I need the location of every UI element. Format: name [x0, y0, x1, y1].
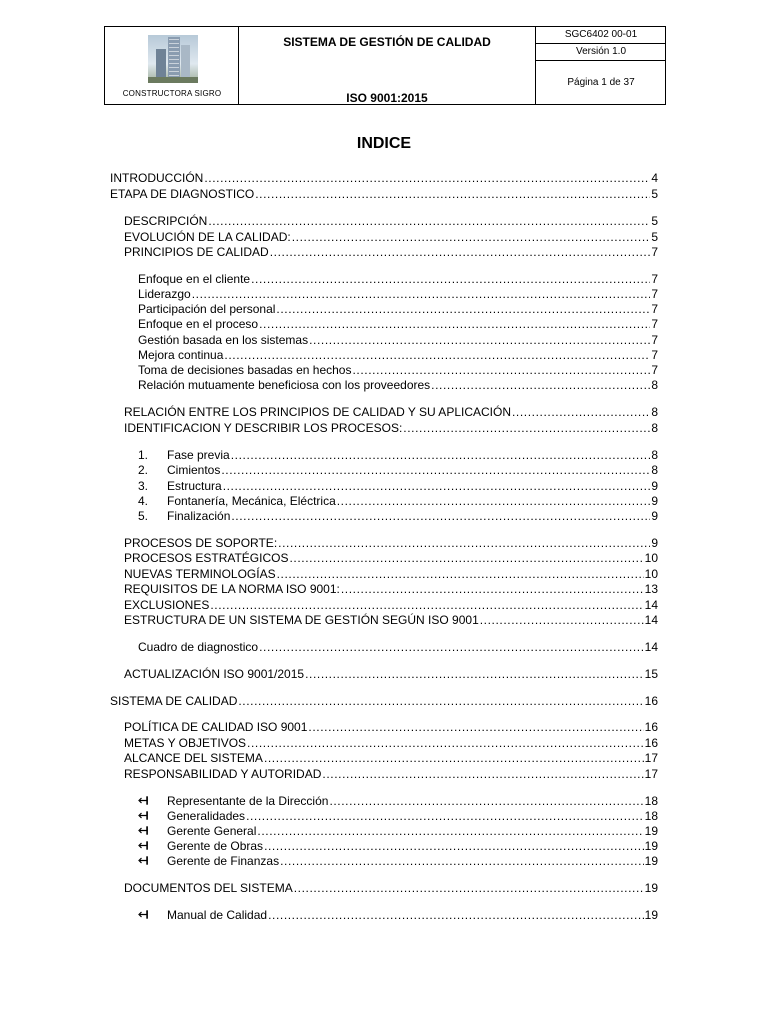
toc-entry-label: POLÍTICA DE CALIDAD ISO 9001: [124, 720, 308, 734]
toc-entry[interactable]: [138, 272, 658, 287]
toc-entry-label: RELACIÓN ENTRE LOS PRINCIPIOS DE CALIDAD Y SU APLICACIÓN: [124, 405, 511, 419]
toc-entry-page: 14: [644, 640, 658, 654]
toc-entry-page: 7: [651, 245, 658, 259]
toc-entry[interactable]: [138, 824, 658, 839]
toc-entry-number: 5.: [138, 509, 149, 523]
toc-entry-label: Enfoque en el proceso: [138, 317, 259, 331]
toc-entry-label: PROCESOS DE SOPORTE:: [124, 536, 278, 550]
index-title: INDICE: [356, 135, 412, 152]
toc-entry-page: 7: [651, 363, 658, 377]
toc-entry[interactable]: [124, 613, 658, 628]
toc-entry[interactable]: [124, 245, 658, 260]
toc-entry-label: INTRODUCCIÓN: [110, 171, 204, 185]
toc-entry-label: Participación del personal: [138, 302, 276, 316]
document-title: SISTEMA DE GESTIÓN DE CALIDAD: [283, 35, 491, 49]
toc-entry-page: 17: [644, 751, 658, 765]
toc-dot-leader: [264, 751, 644, 766]
toc-dot-leader: [255, 187, 650, 202]
toc-entry[interactable]: [138, 479, 658, 494]
toc-entry-label: ALCANCE DEL SISTEMA: [124, 751, 263, 765]
toc-entry-number: 2.: [138, 463, 149, 477]
toc-entry[interactable]: [124, 598, 658, 613]
toc-entry-page: 19: [644, 839, 658, 853]
toc-entry[interactable]: [124, 767, 658, 782]
toc-entry-label: Mejora continua: [138, 348, 224, 362]
toc-entry-label: METAS Y OBJETIVOS: [124, 736, 247, 750]
document-code: SGC6402 00-01: [564, 29, 638, 40]
toc-entry[interactable]: [124, 230, 658, 245]
toc-entry[interactable]: [138, 363, 658, 378]
toc-entry-page: 7: [651, 272, 658, 286]
toc-entry-page: 9: [651, 479, 658, 493]
arrow-bullet-icon: [138, 855, 167, 870]
toc-entry-label: PRINCIPIOS DE CALIDAD: [124, 245, 269, 259]
arrow-bullet-icon: [138, 825, 167, 840]
toc-entry[interactable]: [138, 448, 658, 463]
toc-entry[interactable]: [138, 287, 658, 302]
toc-dot-leader: [480, 613, 644, 628]
toc-entry[interactable]: [138, 839, 658, 854]
toc-entry-page: 10: [644, 567, 658, 581]
toc-entry[interactable]: [110, 694, 658, 709]
toc-dot-leader: [329, 794, 643, 809]
toc-entry-page: 18: [644, 794, 658, 808]
toc-entry-label: Gestión basada en los sistemas: [138, 333, 309, 347]
toc-entry[interactable]: [138, 302, 658, 317]
toc-entry-page: 19: [644, 908, 658, 922]
toc-entry[interactable]: [124, 567, 658, 582]
toc-entry-label: Manual de Calidad: [167, 908, 268, 922]
toc-entry-label: NUEVAS TERMINOLOGÍAS: [124, 567, 276, 581]
toc-dot-leader: [257, 824, 643, 839]
toc-dot-leader: [305, 667, 644, 682]
toc-dot-leader: [231, 448, 651, 463]
toc-dot-leader: [192, 287, 651, 302]
toc-entry[interactable]: [124, 536, 658, 551]
toc-dot-leader: [270, 245, 651, 260]
toc-entry[interactable]: [110, 171, 658, 186]
toc-entry-label: DOCUMENTOS DEL SISTEMA: [124, 881, 293, 895]
toc-entry-page: 14: [644, 598, 658, 612]
toc-entry-page: 9: [651, 494, 658, 508]
toc-entry[interactable]: [124, 582, 658, 597]
toc-dot-leader: [246, 809, 644, 824]
toc-entry-label: RESPONSABILIDAD Y AUTORIDAD: [124, 767, 322, 781]
toc-entry-page: 19: [644, 881, 658, 895]
toc-entry-label: Gerente de Finanzas: [167, 854, 280, 868]
toc-dot-leader: [403, 421, 650, 436]
document-standard: ISO 9001:2015: [346, 91, 428, 105]
toc-entry-page: 15: [644, 667, 658, 681]
toc-entry-label: Generalidades: [167, 809, 246, 823]
toc-dot-leader: [280, 854, 644, 869]
toc-entry-page: 16: [644, 720, 658, 734]
toc-dot-leader: [238, 694, 643, 709]
toc-entry-number: 3.: [138, 479, 149, 493]
arrow-bullet-icon: [138, 909, 167, 924]
toc-entry-page: 14: [644, 613, 658, 627]
toc-entry-page: 7: [651, 317, 658, 331]
toc-dot-leader: [221, 463, 650, 478]
toc-entry-page: 7: [651, 287, 658, 301]
toc-entry[interactable]: [138, 809, 658, 824]
toc-dot-leader: [251, 272, 650, 287]
toc-entry[interactable]: [138, 509, 658, 524]
toc-dot-leader: [294, 881, 644, 896]
toc-entry-label: Representante de la Dirección: [167, 794, 329, 808]
toc-entry[interactable]: [138, 794, 658, 809]
arrow-bullet-icon: [138, 810, 167, 825]
toc-entry-label: DESCRIPCIÓN: [124, 214, 208, 228]
toc-entry-label: ESTRUCTURA DE UN SISTEMA DE GESTIÓN SEGÚN ISO 9001: [124, 613, 479, 627]
toc-entry-page: 9: [651, 509, 658, 523]
toc-entry[interactable]: [110, 187, 658, 202]
toc-entry[interactable]: [124, 751, 658, 766]
toc-entry-label: Cimientos: [167, 463, 221, 477]
toc-entry[interactable]: [124, 720, 658, 735]
toc-dot-leader: [431, 378, 650, 393]
toc-entry[interactable]: [138, 333, 658, 348]
toc-entry-label: Fontanería, Mecánica, Eléctrica: [167, 494, 336, 508]
toc-entry-label: ACTUALIZACIÓN ISO 9001/2015: [124, 667, 305, 681]
toc-dot-leader: [210, 598, 643, 613]
toc-entry[interactable]: [124, 551, 658, 566]
toc-entry-label: IDENTIFICACION Y DESCRIBIR LOS PROCESOS:: [124, 421, 403, 435]
toc-dot-leader: [289, 551, 643, 566]
toc-entry-page: 7: [651, 348, 658, 362]
arrow-bullet-icon: [138, 795, 167, 810]
toc-entry-page: 8: [651, 378, 658, 392]
toc-dot-leader: [292, 230, 651, 245]
toc-entry-page: 8: [651, 405, 658, 419]
toc-entry-page: 19: [644, 824, 658, 838]
toc-entry-page: 8: [651, 421, 658, 435]
toc-dot-leader: [337, 494, 651, 509]
toc-entry-page: 16: [644, 694, 658, 708]
toc-entry[interactable]: [138, 463, 658, 478]
toc-entry-page: 5: [651, 230, 658, 244]
toc-dot-leader: [259, 640, 644, 655]
toc-entry-label: Enfoque en el cliente: [138, 272, 251, 286]
toc-dot-leader: [308, 720, 643, 735]
toc-dot-leader: [341, 582, 644, 597]
arrow-bullet-icon: [138, 840, 167, 855]
toc-entry-page: 16: [644, 736, 658, 750]
toc-entry-page: 7: [651, 302, 658, 316]
toc-dot-leader: [224, 348, 650, 363]
toc-entry-label: EXCLUSIONES: [124, 598, 210, 612]
toc-entry[interactable]: [124, 881, 658, 896]
document-version: Versión 1.0: [575, 46, 627, 57]
toc-entry-page: 4: [651, 171, 658, 185]
toc-entry[interactable]: [124, 214, 658, 229]
toc-entry-page: 7: [651, 333, 658, 347]
toc-dot-leader: [259, 317, 650, 332]
toc-dot-leader: [247, 736, 644, 751]
toc-entry[interactable]: [138, 494, 658, 509]
toc-dot-leader: [264, 839, 644, 854]
toc-entry-page: 5: [651, 187, 658, 201]
toc-dot-leader: [278, 536, 650, 551]
toc-entry-page: 10: [644, 551, 658, 565]
toc-entry[interactable]: [124, 421, 658, 436]
toc-entry[interactable]: [124, 405, 658, 420]
toc-entry-label: Relación mutuamente beneficiosa con los proveedores: [138, 378, 431, 392]
toc-dot-leader: [277, 567, 644, 582]
toc-entry-page: 19: [644, 854, 658, 868]
toc-entry[interactable]: [138, 348, 658, 363]
toc-entry-label: Fase previa: [167, 448, 230, 462]
toc-entry-number: 1.: [138, 448, 149, 462]
toc-entry-page: 18: [644, 809, 658, 823]
toc-entry[interactable]: [124, 667, 658, 682]
toc-dot-leader: [309, 333, 650, 348]
toc-entry[interactable]: [138, 854, 658, 869]
toc-entry-page: 8: [651, 448, 658, 462]
company-name: CONSTRUCTORA SIGRO: [122, 89, 222, 98]
toc-entry-label: ETAPA DE DIAGNOSTICO: [110, 187, 255, 201]
toc-entry-label: Finalización: [167, 509, 231, 523]
toc-dot-leader: [268, 908, 644, 923]
toc-entry-number: 4.: [138, 494, 149, 508]
toc-entry[interactable]: [124, 736, 658, 751]
toc-entry-label: Cuadro de diagnostico: [138, 640, 259, 654]
toc-entry-label: Gerente de Obras: [167, 839, 264, 853]
toc-entry-page: 8: [651, 463, 658, 477]
toc-dot-leader: [223, 479, 651, 494]
toc-dot-leader: [322, 767, 643, 782]
toc-dot-leader: [208, 214, 650, 229]
toc-entry-label: Gerente General: [167, 824, 257, 838]
toc-dot-leader: [352, 363, 650, 378]
toc-entry-label: SISTEMA DE CALIDAD: [110, 694, 238, 708]
toc-dot-leader: [204, 171, 650, 186]
toc-entry[interactable]: [138, 378, 658, 393]
toc-entry[interactable]: [138, 317, 658, 332]
toc-entry-label: Toma de decisiones basadas en hechos: [138, 363, 352, 377]
toc-entry-label: Liderazgo: [138, 287, 191, 301]
toc-dot-leader: [231, 509, 650, 524]
toc-entry-label: PROCESOS ESTRATÉGICOS: [124, 551, 289, 565]
toc-entry-page: 13: [644, 582, 658, 596]
toc-dot-leader: [276, 302, 650, 317]
toc-entry-page: 5: [651, 214, 658, 228]
toc-entry-page: 9: [651, 536, 658, 550]
toc-dot-leader: [512, 405, 650, 420]
toc-entry-label: REQUISITOS DE LA NORMA ISO 9001:: [124, 582, 340, 596]
toc-entry[interactable]: [138, 640, 658, 655]
toc-entry-page: 17: [644, 767, 658, 781]
toc-entry-label: Estructura: [167, 479, 222, 493]
toc-entry[interactable]: [138, 908, 658, 923]
toc-entry-label: EVOLUCIÓN DE LA CALIDAD:: [124, 230, 291, 244]
page-number: Página 1 de 37: [567, 77, 635, 88]
